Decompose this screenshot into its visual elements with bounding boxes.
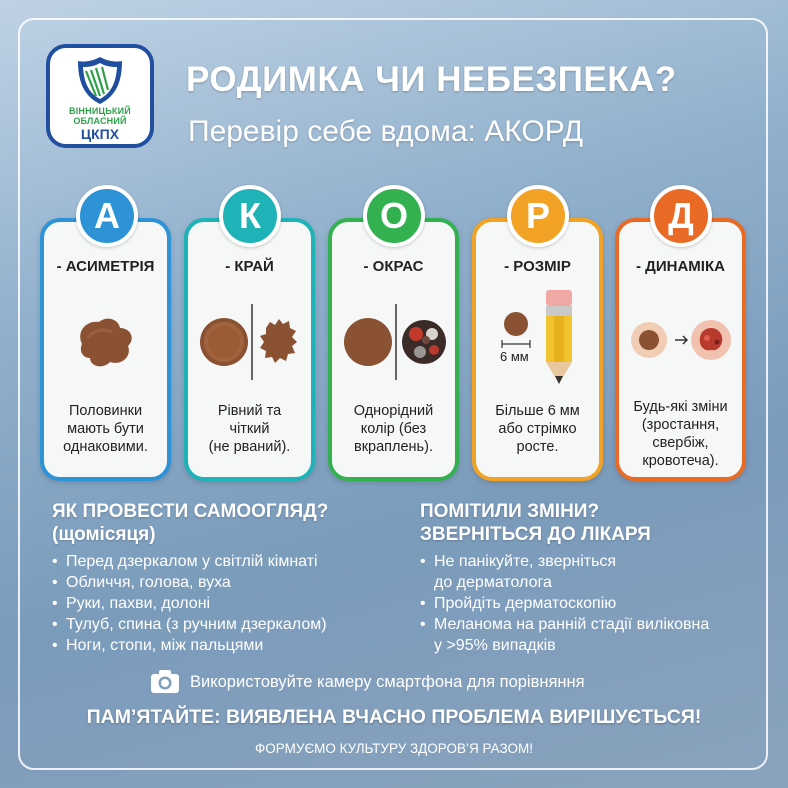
card-asymmetry — [40, 218, 171, 481]
letter-r-badge: Р — [507, 185, 569, 247]
card-description: Будь-які зміни (зростання, свербіж, кровотеча). — [633, 399, 728, 469]
card-size — [472, 218, 603, 481]
card-label: - АСИМЕТРІЯ — [56, 258, 155, 275]
letter-d-badge: Д — [650, 185, 712, 247]
shield-logo-icon — [74, 54, 126, 106]
self-exam-title: ЯК ПРОВЕСТИ САМООГЛЯД? (щомісяця) — [52, 501, 329, 545]
doctor-list — [420, 551, 765, 656]
letter-o-badge: О — [363, 185, 425, 247]
list-item: • Ноги, стопи, між пальцями — [52, 635, 402, 656]
letter-k-badge: К — [219, 185, 281, 247]
card-description: Більше 6 мм або стрімко росте. — [495, 403, 580, 455]
camera-tip — [150, 668, 650, 696]
logo-line1: ВІННИЦЬКИЙ — [69, 106, 131, 116]
logo-line3: ЦКПХ — [80, 126, 120, 142]
card-description: Рівний та чіткий (не рваний). — [208, 403, 291, 455]
list-item: • Пройдіть дерматоскопію — [420, 593, 765, 614]
page-subtitle: Перевір себе вдома: АКОРД — [188, 115, 584, 148]
logo-line2: ОБЛАСНИЙ — [73, 116, 127, 126]
card-color — [328, 218, 459, 481]
card-description: Однорідний колір (без вкраплень). — [353, 403, 434, 455]
size-comparison-icon — [484, 288, 591, 388]
list-item: • Не панікуйте, зверніться до дерматолога — [420, 551, 765, 593]
camera-icon — [150, 668, 180, 694]
page-title: РОДИМКА ЧИ НЕБЕЗПЕКА? — [186, 60, 677, 99]
card-label: - ДИНАМІКА — [636, 258, 725, 275]
card-description: Половинки мають бути однаковими. — [63, 403, 148, 455]
camera-tip-text: Використовуйте камеру смартфона для порівняння — [190, 673, 585, 691]
card-label: - РОЗМІР — [504, 258, 571, 275]
logo — [46, 44, 154, 148]
color-comparison-icon — [340, 288, 447, 388]
list-item: • Обличчя, голова, вуха — [52, 572, 402, 593]
card-label: - ОКРАС — [363, 258, 424, 275]
dynamics-change-icon — [627, 288, 734, 388]
border-comparison-icon — [196, 288, 303, 388]
card-border — [184, 218, 315, 481]
list-item: • Меланома на ранній стадії виліковна у >95% випадків — [420, 614, 765, 656]
footer-slogan: ФОРМУЄМО КУЛЬТУРУ ЗДОРОВ’Я РАЗОМ! — [255, 741, 533, 756]
card-label: - КРАЙ — [225, 258, 274, 275]
letter-a-badge: А — [76, 185, 138, 247]
remember-banner: ПАМ’ЯТАЙТЕ: ВИЯВЛЕНА ВЧАСНО ПРОБЛЕМА ВИРІШУЄТЬСЯ! — [86, 706, 702, 728]
doctor-title: ПОМІТИЛИ ЗМІНИ? ЗВЕРНІТЬСЯ ДО ЛІКАРЯ — [420, 501, 651, 545]
list-item: • Перед дзеркалом у світлій кімнаті — [52, 551, 402, 572]
card-dynamics — [615, 218, 746, 481]
list-item: • Руки, пахви, долоні — [52, 593, 402, 614]
list-item: • Тулуб, спина (з ручним дзеркалом) — [52, 614, 402, 635]
asymmetric-mole-icon — [52, 288, 159, 388]
size-label: 6 мм — [500, 349, 529, 364]
self-exam-list — [52, 551, 402, 656]
